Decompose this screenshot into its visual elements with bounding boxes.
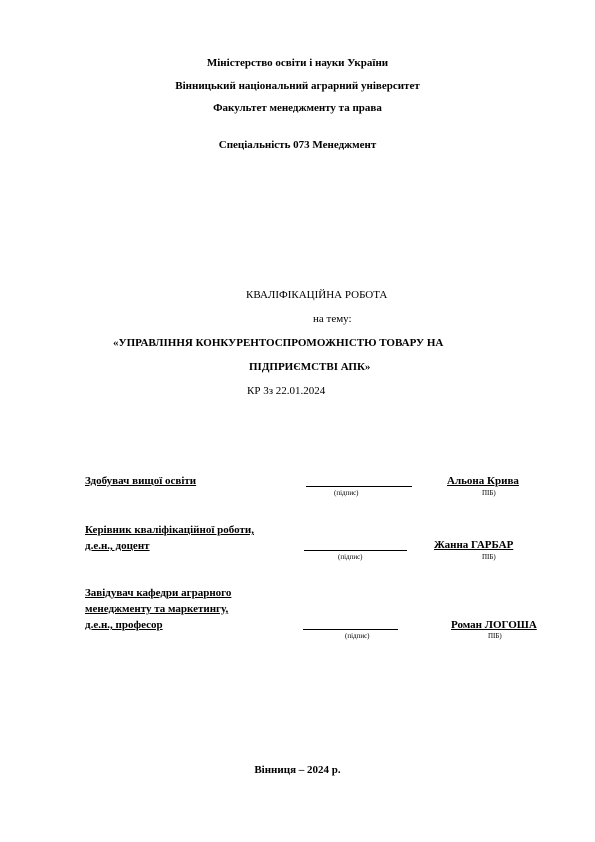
student-sign-caption: (підпис) [334, 489, 359, 497]
supervisor-role-line-2: д.е.н., доцент [85, 540, 150, 552]
supervisor-name: Жанна ГАРБАР [434, 539, 514, 551]
head-role-line-1: Завідувач кафедри аграрного [85, 587, 232, 599]
faculty-line: Факультет менеджменту та права [213, 102, 382, 114]
ministry-line: Міністерство освіти і науки України [206, 57, 389, 69]
supervisor-name-caption: ПІБ) [482, 553, 496, 561]
work-type: КВАЛІФІКАЦІЙНА РОБОТА [246, 289, 388, 301]
supervisor-role-line-1: Керівник кваліфікаційної роботи, [85, 524, 254, 536]
work-code: КР 3з 22.01.2024 [247, 385, 326, 397]
head-name-caption: ПІБ) [488, 632, 502, 640]
student-name-caption: ПІБ) [482, 489, 496, 497]
head-sign-caption: (підпис) [345, 632, 370, 640]
student-name: Альона Крива [447, 475, 519, 487]
specialty-line: Спеціальність 073 Менеджмент [218, 139, 377, 151]
head-role-line-2: менеджменту та маркетингу, [85, 603, 229, 615]
student-signature-line [306, 486, 412, 487]
topic-line-2: ПІДПРИЄМСТВІ АПК» [249, 361, 371, 373]
on-topic: на тему: [313, 313, 352, 325]
city-year: Вінниця – 2024 р. [254, 764, 341, 776]
student-role: Здобувач вищої освіти [85, 475, 197, 487]
head-signature-line [303, 629, 398, 630]
supervisor-sign-caption: (підпис) [338, 553, 363, 561]
university-line: Вінницький національний аграрний університет [175, 80, 420, 92]
head-name: Роман ЛОГОША [451, 619, 537, 631]
topic-line-1: «УПРАВЛІННЯ КОНКУРЕНТОСПРОМОЖНІСТЮ ТОВАРУ НА [113, 337, 444, 349]
supervisor-signature-line [304, 550, 407, 551]
head-role-line-3: д.е.н., професор [85, 619, 163, 631]
